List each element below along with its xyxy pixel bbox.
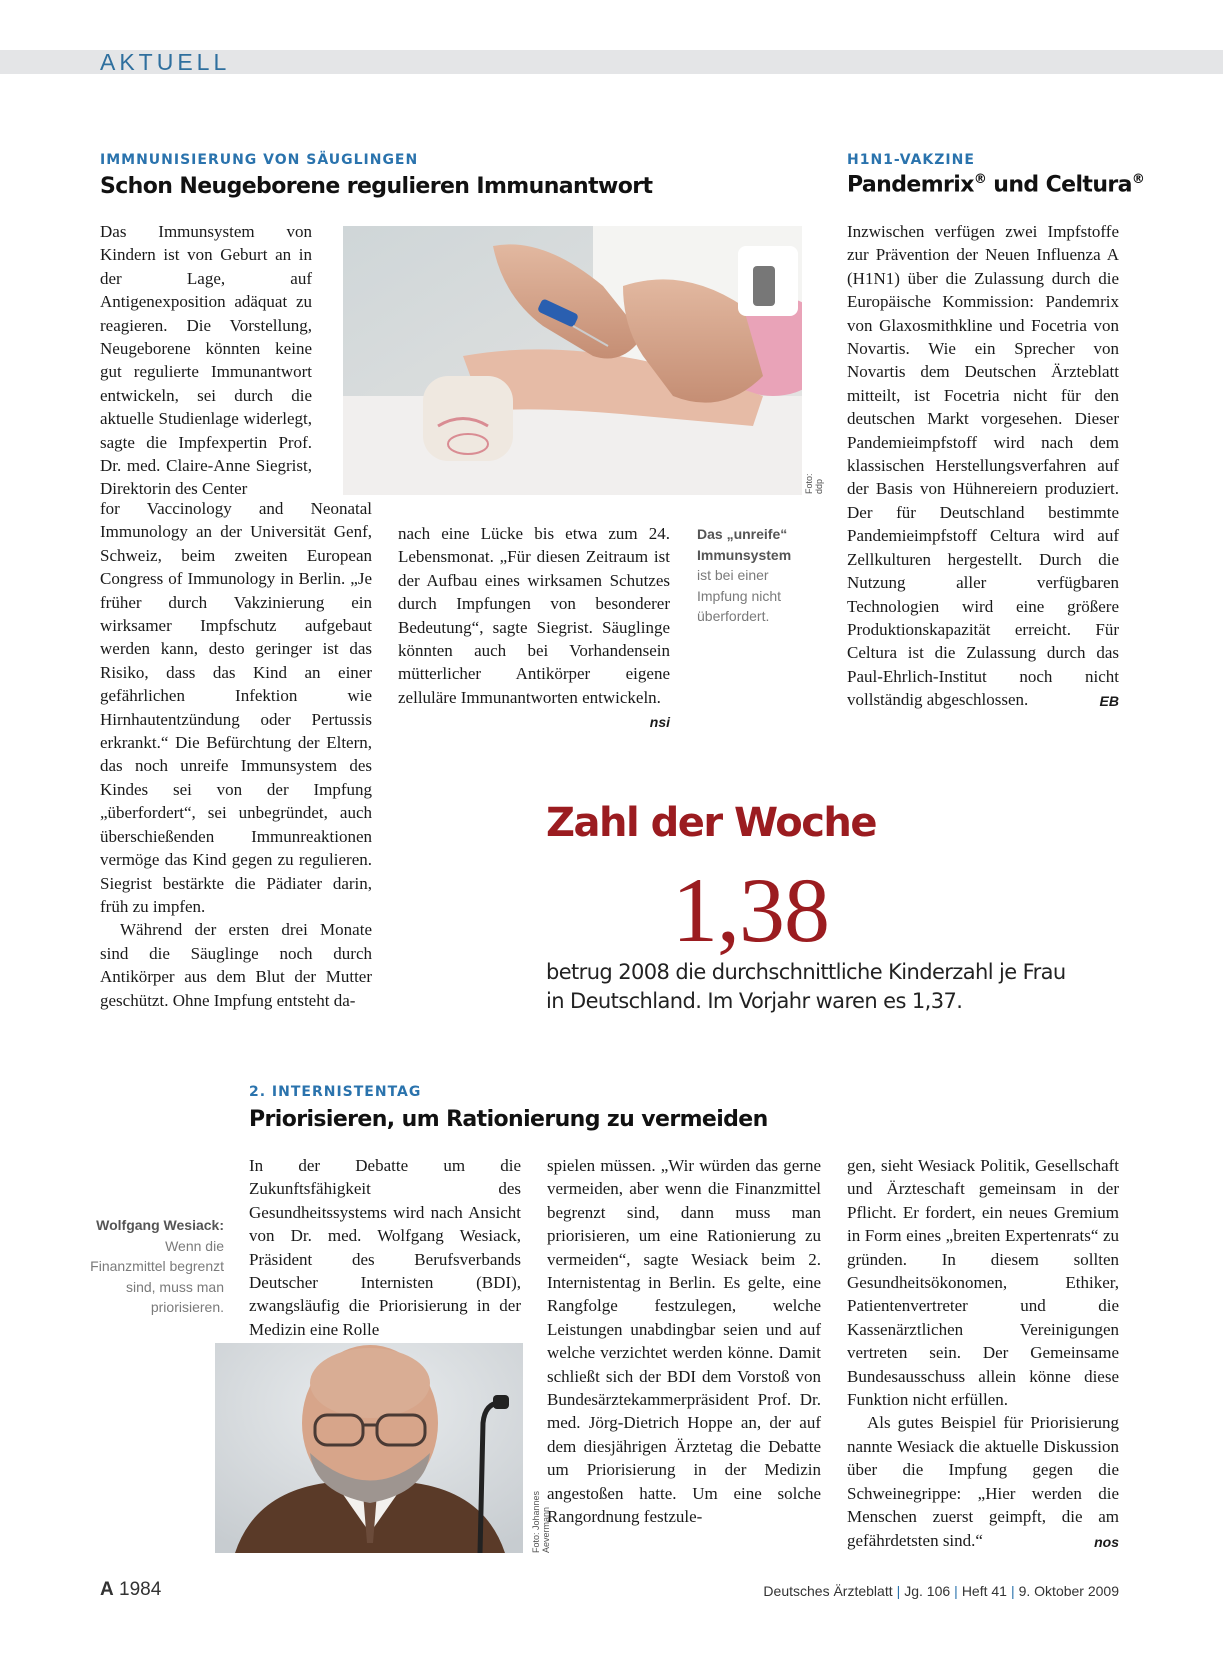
article3-signature: nos (1094, 1533, 1119, 1550)
wesiack-portrait-photo (215, 1343, 523, 1553)
article2-body-main: Inzwischen verfügen zwei Impfstoffe zur Prävention der Neuen Influenza A (H1N1) über die Zulassung durch die Europäische Kommission: Pandemrix von Glaxosmithkline und Focetria von Novartis. Wie ein Sprecher von Novartis dem Deutschen Ärzteblatt mitteilt, ist Focetria nicht für den deutschen Markt vorgesehen. Dieser Pandemieimpfstoff wird nach dem klassischen Herstellungsverfahren auf der Basis von Hühnereiern produziert. Der für Deutschland bestimmte Pandemieimpfstoff Celtura wird auf Zellkulturen hergestellt. Durch die Nutzung aller verfügbaren Technologien wird eine größere Produktionskapazität erreicht. Für Celtura ist die Zulassung durch das Paul-Ehrlich-Institut noch nicht vollständig abgeschlossen. (847, 222, 1119, 710)
article3-caption (90, 1215, 224, 1318)
article2-signature: EB (1099, 693, 1119, 710)
footer-journal-info (763, 1583, 1119, 1599)
article2-title-b: und Celtura (986, 172, 1132, 198)
article1-col1-top (100, 220, 312, 501)
article3-col3-p2 (847, 1411, 1119, 1551)
article1-col2 (398, 522, 670, 735)
article2-kicker: H1N1-VAKZINE (847, 152, 975, 168)
article2-body-text (847, 220, 1119, 712)
article3-col1 (249, 1154, 521, 1341)
article3-caption-text: Wenn die Finanzmittel begrenzt sind, muss man priorisieren. (90, 1237, 224, 1315)
zahl-der-woche-title: Zahl der Woche (546, 800, 877, 846)
zahl-der-woche-line2: in Deutschland. Im Vorjahr waren es 1,37. (546, 989, 963, 1013)
zahl-der-woche-line1: betrug 2008 die durchschnittliche Kinderzahl je Frau (546, 960, 1066, 984)
article3-col1-text: In der Debatte um die Zukunftsfähigkeit des Gesundheitssystems wird nach Ansicht von Dr. med. Wolfgang Wesiack, Präsident des Berufsverbands Deutscher Internisten (BDI), zwangsläufig die Priorisierung in der Medizin eine Rolle (249, 1156, 521, 1339)
article1-col2-text (398, 522, 670, 731)
article1-caption-text: ist bei einer Impfung nicht überfordert. (697, 567, 782, 624)
footer-volume: Jg. 106 (904, 1583, 951, 1599)
page-number (100, 1579, 161, 1601)
article1-col2-body: nach eine Lücke bis etwa zum 24. Lebensmonat. „Für diesen Zeitraum ist der Aufbau eines wirksamen Schutzes durch Impfungen von besonderer Bedeutung“, sagte Siegrist. Säuglinge könnten auch bei Vorhandensein mütterlicher Antikörper eigene zelluläre Immunantworten entwickeln. (398, 524, 670, 707)
article3-photo-credit: Foto: Johannes Aevermann (531, 1490, 551, 1553)
article2-reg-a: ® (973, 172, 987, 187)
section-label: AKTUELL (100, 49, 231, 75)
article1-col1-top-text: Das Immunsystem von Kindern ist von Geburt an in der Lage, auf Antigenexposition adäquat zu reagieren. Die Vorstellung, Neugeborene könnten keine gut regulierte Immunantwort entwickeln, sei durch die aktuelle Studienlage widerlegt, sagte die Impfexpertin Prof. Dr. med. Claire-Anne Siegrist, Direktorin des Center (100, 222, 312, 499)
wesiack-portrait-image (215, 1343, 523, 1553)
article1-col1-bottom-text: for Vaccinology and Neonatal Immunology an der Universität Genf, Schweiz, beim zweiten European Congress of Immunology in Berlin. „Je früher durch Vakzinierung ein wirksamer Impfschutz aufgebaut werden kann, desto geringer ist das Risiko, dass das Kind an einer gefährlichen Infektion wie Hirnhautentzündung oder Pertussis erkrankt.“ Die Befürchtung der Eltern, das noch unreife Immunsystem des Kindes sei von der Impfung „überfordert“, sei unbegründet, auch überschießenden Immunreaktionen vermöge das Kind gegen zu regulieren. Siegrist bestärkte die Pädiater darin, früh zu impfen. (100, 499, 372, 916)
article2-title-a: Pandemrix (847, 172, 974, 198)
page-number-value: 1984 (119, 1579, 162, 1600)
article2-title (847, 172, 1144, 197)
article3-caption-bold: Wolfgang Wesiack: (96, 1217, 224, 1233)
zahl-der-woche-number: 1,38 (672, 859, 829, 961)
article2-reg-b: ® (1131, 172, 1145, 187)
article3-col3-p2-text: Als gutes Beispiel für Priorisierung nannte Wesiack die aktuelle Diskussion über die Impfung gegen die Schweinegrippe: „Hier werden die Menschen zuerst geimpft, die am gefährdetsten sind.“ (847, 1413, 1119, 1550)
article1-kicker: IMMNUNISIERUNG VON SÄUGLINGEN (100, 152, 419, 168)
article3-title: Priorisieren, um Rationierung zu vermeiden (249, 1107, 768, 1132)
article3-col2 (547, 1154, 821, 1529)
article2-body (847, 220, 1119, 714)
page-letter: A (100, 1579, 114, 1600)
baby-vaccination-photo (343, 226, 802, 495)
footer-date: 9. Oktober 2009 (1018, 1583, 1119, 1599)
article3-kicker: 2. INTERNISTENTAG (249, 1084, 422, 1100)
footer-issue: Heft 41 (961, 1583, 1007, 1599)
article1-signature: nsi (649, 714, 670, 731)
article1-col1-para2: Während der ersten drei Monate sind die Säuglinge noch durch Antikörper aus dem Blut der Mutter geschützt. Ohne Impfung entsteht da- (100, 920, 372, 1010)
article3-col3-p1: gen, sieht Wesiack Politik, Gesellschaft und Ärzteschaft gemeinsam in der Pflicht. Er fordert, ein neues Gremium in Form eines „breiten Expertenrats“ zu gründen. In diesem sollten Gesundheitsökonomen, Ethiker, Patientenvertreter und die Kassenärztlichen Vereinigungen vertreten sein. Der Gemeinsame Bundesausschuss allein könne diese Funktion nicht erfüllen. (847, 1156, 1119, 1410)
article1-col1-bottom (100, 497, 372, 1012)
article1-photo-credit: Foto: ddp (804, 473, 824, 494)
footer-journal: Deutsches Ärzteblatt (763, 1583, 893, 1599)
article3-col3 (847, 1154, 1119, 1554)
article1-caption-bold: Das „unreife“ Immunsystem (697, 526, 792, 563)
footer-separator: | (954, 1583, 958, 1599)
baby-vaccination-image (343, 226, 802, 495)
article3-col2-text: spielen müssen. „Wir würden das gerne vermeiden, aber wenn die Finanzmittel begrenzt sind, dann muss man priorisieren, um eine Rationierung zu vermeiden“, sagte Wesiack beim 2. Internistentag in Berlin. Es gelte, eine Rangfolge festzulegen, welche Leistungen unabdingbar seien und auf welche verzichtet werden könne. Damit schließt sich der BDI dem Vorstoß von Bundesärztekammerpräsident Prof. Dr. med. Jörg-Dietrich Hoppe an, der auf dem diesjährigen Ärztetag die Debatte um Priorisierung in der Medizin angestoßen hatte. Um eine solche Rangordnung festzule- (547, 1156, 821, 1527)
footer-separator: | (1010, 1583, 1015, 1599)
article1-caption (697, 524, 807, 627)
article1-title: Schon Neugeborene regulieren Immunantwort (100, 174, 653, 199)
footer-separator: | (896, 1583, 901, 1599)
